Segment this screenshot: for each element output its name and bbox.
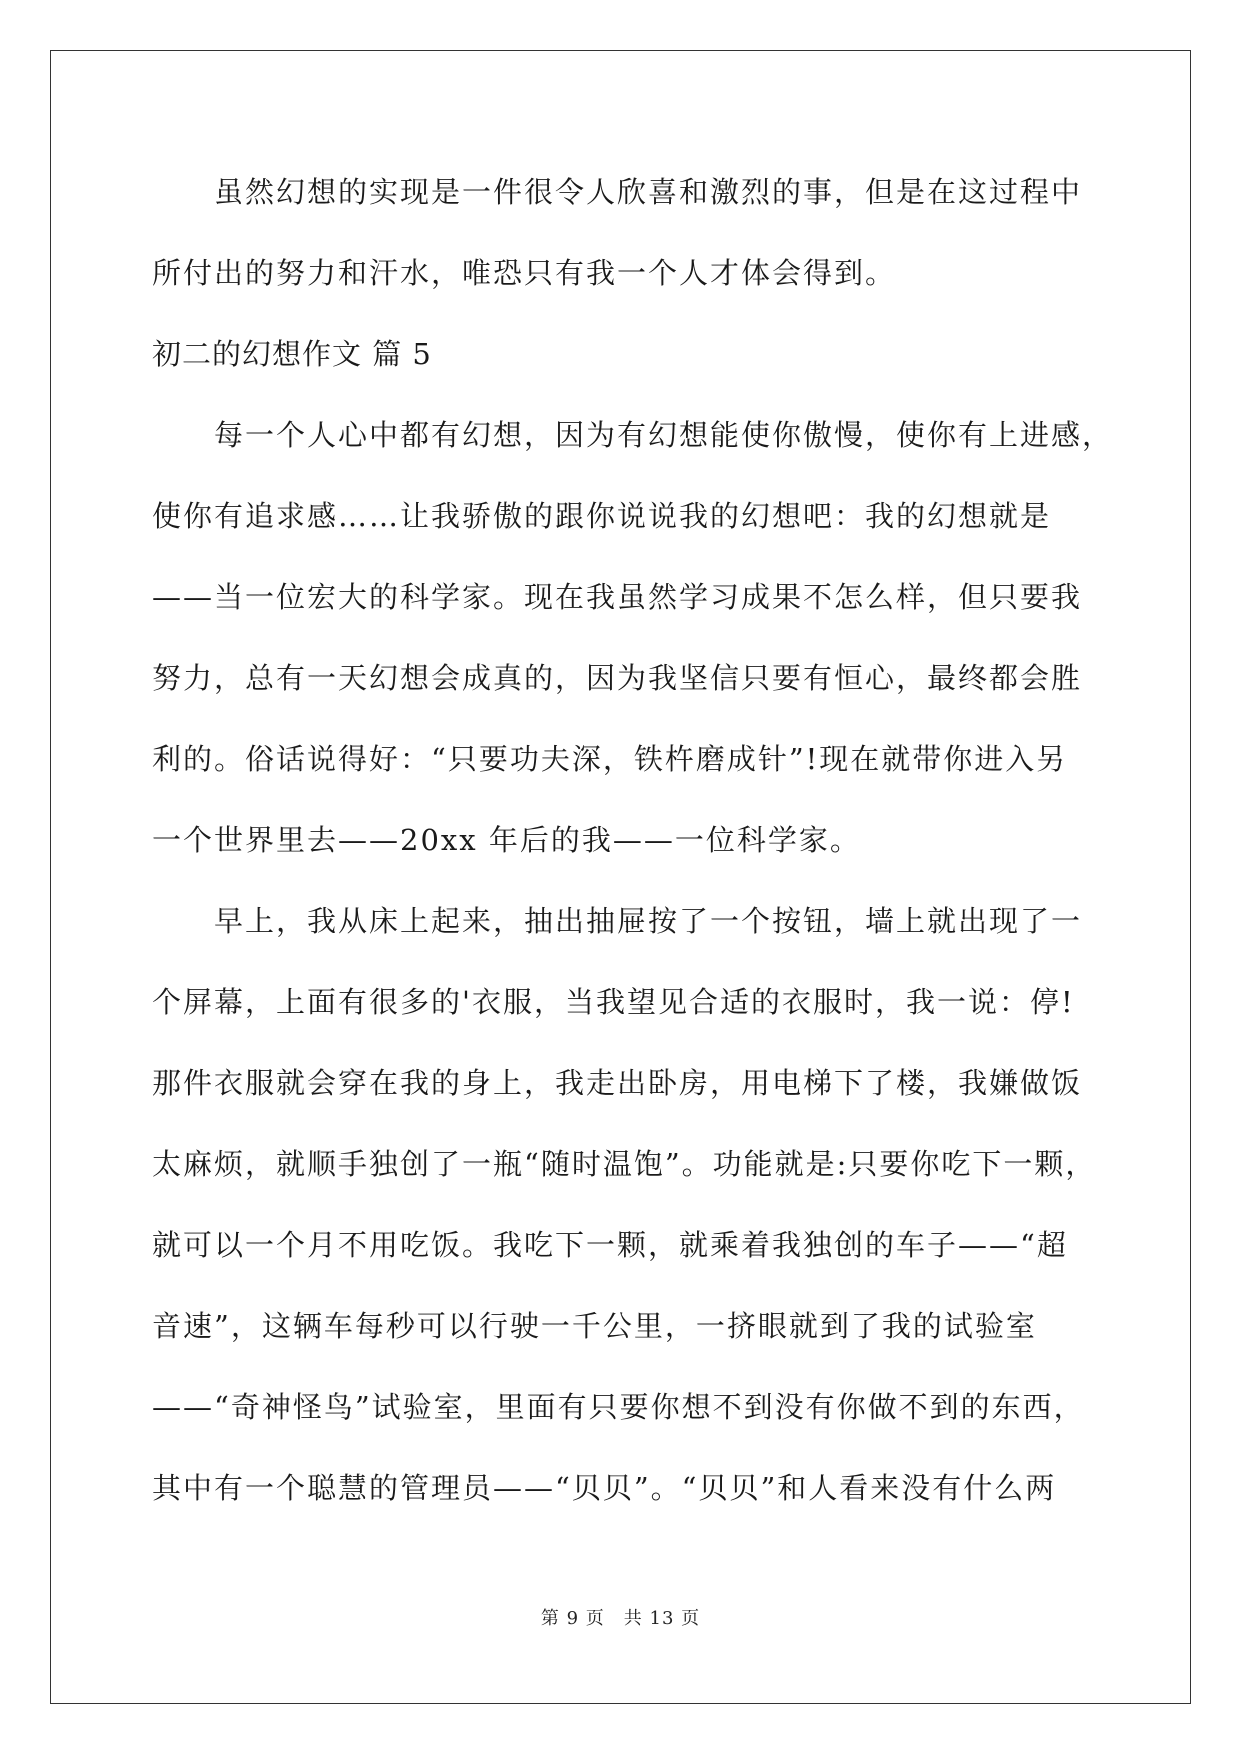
paragraph-3-line-6: 音速”，这辆车每秒可以行驶一千公里，一挤眼就到了我的试验室 — [152, 1309, 1037, 1343]
paragraph-3-line-4: 太麻烦，就顺手独创了一瓶“随时温饱”。功能就是:只要你吃下一颗， — [152, 1147, 1097, 1181]
paragraph-1-line-2: 所付出的努力和汗水，唯恐只有我一个人才体会得到。 — [152, 256, 897, 290]
paragraph-1-line-1: 虽然幻想的实现是一件很令人欣喜和激烈的事，但是在这过程中 — [214, 175, 1083, 209]
paragraph-2-line-4: 努力，总有一天幻想会成真的，因为我坚信只要有恒心，最终都会胜 — [152, 661, 1083, 695]
paragraph-3-line-7: ——“奇神怪鸟”试验室，里面有只要你想不到没有你做不到的东西， — [152, 1390, 1085, 1424]
section-heading: 初二的幻想作文 篇 5 — [152, 337, 432, 371]
paragraph-2-line-2: 使你有追求感……让我骄傲的跟你说说我的幻想吧：我的幻想就是 — [152, 499, 1052, 533]
paragraph-3-line-8: 其中有一个聪慧的管理员——“贝贝”。“贝贝”和人看来没有什么两 — [152, 1471, 1057, 1505]
paragraph-2-line-5: 利的。俗话说得好：“只要功夫深，铁杵磨成针”!现在就带你进入另 — [152, 742, 1068, 776]
paragraph-3-line-2: 个屏幕，上面有很多的'衣服，当我望见合适的衣服时，我一说：停! — [152, 985, 1075, 1019]
paragraph-3-line-1: 早上，我从床上起来，抽出抽屉按了一个按钮，墙上就出现了一 — [214, 904, 1083, 938]
page-number-footer: 第 9 页 共 13 页 — [540, 1608, 701, 1629]
paragraph-2-line-3: ——当一位宏大的科学家。现在我虽然学习成果不怎么样，但只要我 — [152, 580, 1083, 614]
paragraph-3-line-5: 就可以一个月不用吃饭。我吃下一颗，就乘着我独创的车子——“超 — [152, 1228, 1068, 1262]
paragraph-2-line-1: 每一个人心中都有幻想，因为有幻想能使你傲慢，使你有上进感， — [214, 418, 1114, 452]
paragraph-3-line-3: 那件衣服就会穿在我的身上，我走出卧房，用电梯下了楼，我嫌做饭 — [152, 1066, 1083, 1100]
document-body — [152, 163, 1114, 1540]
paragraph-2-line-6: 一个世界里去——20xx 年后的我——一位科学家。 — [152, 823, 861, 857]
